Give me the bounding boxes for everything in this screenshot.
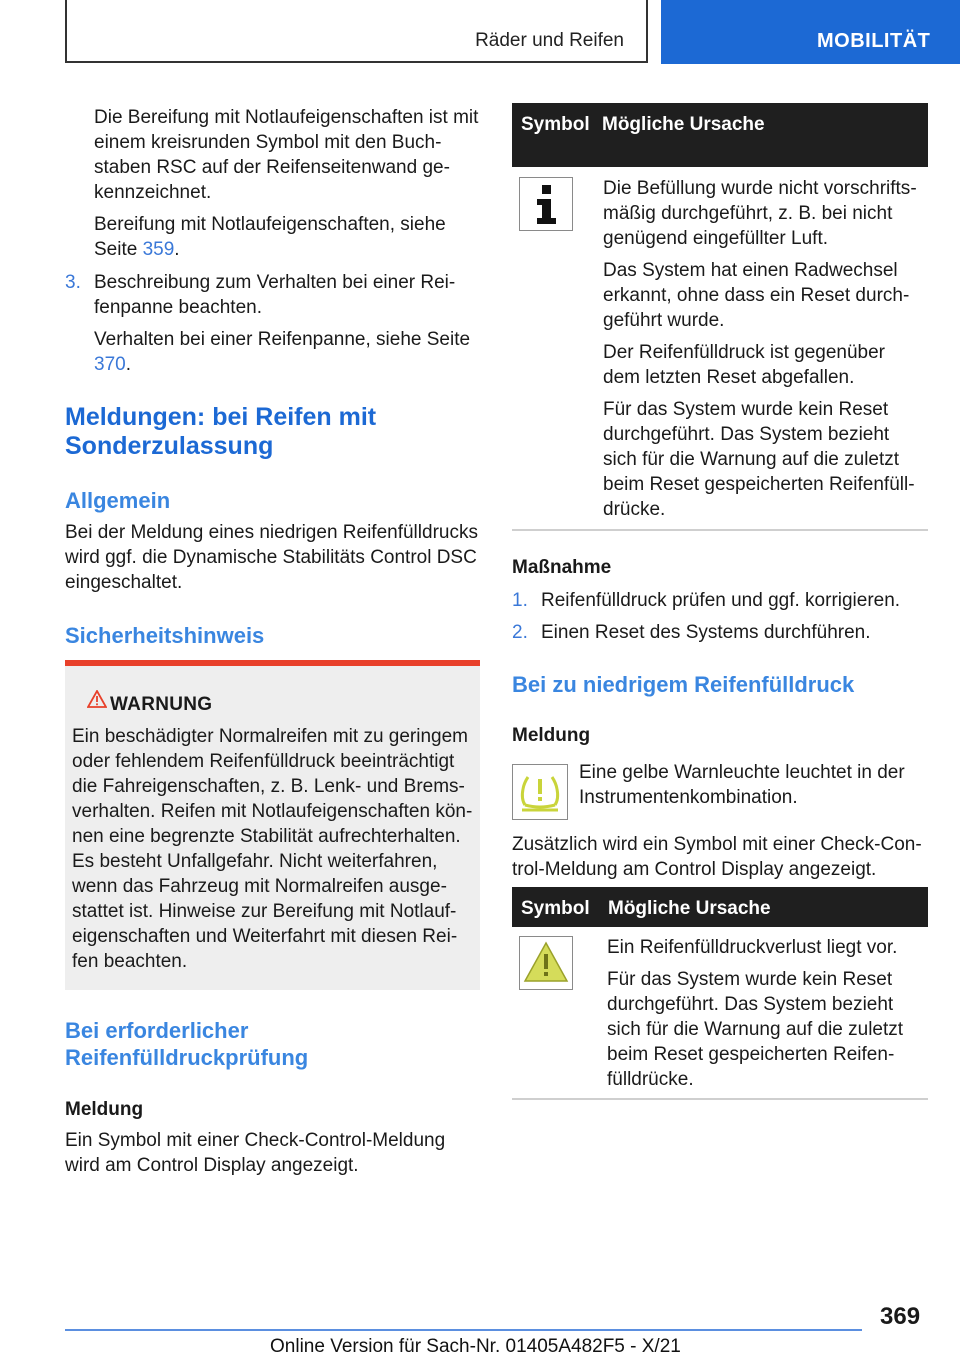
intro-reference-text: Bereifung mit Notlaufeigenschaften, siehe Seite bbox=[94, 214, 446, 260]
zusatz-text: Zusätzlich wird ein Symbol mit einer Check-Control-Meldung am Control Display angezeigt. bbox=[512, 834, 922, 880]
table2-col-symbol: Symbol bbox=[521, 898, 590, 919]
heading-erforderlich: Bei erforderlicher Reifenfülldruckprüfung bbox=[65, 1018, 309, 1070]
table1-col-symbol: Symbol bbox=[521, 114, 590, 135]
table1-col-cause: Mögliche Ursache bbox=[602, 114, 765, 135]
meldung-label-right: Meldung bbox=[512, 725, 591, 746]
warning-triangle-icon bbox=[519, 936, 573, 990]
table2-col-cause: Mögliche Ursache bbox=[608, 898, 771, 919]
table2-cause: Ein Reifenfülldruckverlust liegt vor. bbox=[607, 937, 898, 958]
table1-cause: Der Reifenfülldruck ist gegenüber dem letzten Reset abgefallen. bbox=[603, 342, 885, 388]
list-number: 3. bbox=[65, 272, 81, 293]
list-item bbox=[512, 620, 928, 652]
table2-causes bbox=[607, 935, 925, 1092]
table1-cause: Das System hat einen Radwechsel erkannt, ohne dass ein Reset durchgeführt wurde. bbox=[603, 260, 910, 331]
table1-bottom-rule bbox=[512, 529, 928, 531]
list-item bbox=[512, 588, 928, 620]
info-icon bbox=[519, 177, 573, 231]
list-item-3 bbox=[65, 270, 480, 377]
list-item-reference-text: Verhalten bei einer Reifenpanne, siehe Seite bbox=[94, 329, 471, 350]
intro-block bbox=[94, 105, 480, 262]
meldung-label-left: Meldung bbox=[65, 1099, 144, 1120]
list-number: 1. bbox=[512, 590, 528, 611]
warning-triangle-icon bbox=[87, 690, 107, 708]
massnahme-label: Maßnahme bbox=[512, 557, 612, 578]
heading-allgemein: Allgemein bbox=[65, 488, 171, 513]
meldung-text-left: Ein Symbol mit einer Check-Control-Meldung wird am Control Display angezeigt. bbox=[65, 1130, 446, 1176]
massnahme-list bbox=[512, 588, 928, 652]
list-number: 2. bbox=[512, 622, 528, 643]
intro-paragraph: Die Bereifung mit Notlaufeigenschaften ist mit einem kreisrunden Symbol mit den Buchstaben RSC auf der Reifenseitenwand gekennzeichnet. bbox=[94, 107, 479, 203]
header-section-title: Räder und Reifen bbox=[475, 30, 624, 51]
heading-niedriger-druck: Bei zu niedrigem Reifenfülldruck bbox=[512, 672, 855, 697]
table1-header bbox=[512, 103, 928, 167]
list-item-text: Reifenfülldruck prüfen und ggf. korrigieren. bbox=[541, 590, 901, 611]
tire-pressure-warning-icon bbox=[512, 764, 568, 820]
heading-sicherheitshinweis: Sicherheitshinweis bbox=[65, 623, 265, 648]
header-chapter-tab[interactable] bbox=[661, 0, 960, 64]
table2-cause: Für das System wurde kein Reset durchgeführt. Das System bezieht sich für die Warnung auf die zuletzt beim Reset gespeicherten Reifenfülldrücke. bbox=[607, 969, 904, 1090]
warning-box bbox=[65, 660, 480, 990]
heading-meldungen: Meldungen: bei Reifen mit Sonderzulassung bbox=[65, 403, 377, 460]
list-item-text: Einen Reset des Systems durchführen. bbox=[541, 622, 871, 643]
intro-reference: Bereifung mit Notlaufeigenschaften, siehe Seite 359. bbox=[94, 214, 446, 260]
warning-text: Ein beschädigter Normalreifen mit zu geringem oder fehlendem Reifenfülldruck beeinträchtigt die Fahreigenschaften, z. B. Lenk- und Bremsverhalten. Reifen mit Notlaufeigenschaften können eine begrenzte Stabilität aufrechterhalten. Es besteht Unfallgefahr. Nicht weiterfahren, wenn das Fahrzeug mit Normalreifen ausgestattet ist. Hinweise zur Bereifung mit Notlaufeigenschaften und Weiterfahrt mit diesen Reifen beachten. bbox=[72, 726, 473, 972]
page-number: 369 bbox=[880, 1303, 921, 1330]
header-chapter-label: MOBILITÄT bbox=[817, 30, 931, 52]
list-item-text: Beschreibung zum Verhalten bei einer Reifenpanne beachten. bbox=[94, 272, 456, 318]
table1-cause: Für das System wurde kein Reset durchgeführt. Das System bezieht sich für die Warnung auf die zuletzt beim Reset gespeicherten Reifenfülldrücke. bbox=[603, 399, 915, 520]
table2-bottom-rule bbox=[512, 1098, 928, 1100]
header-section-box bbox=[65, 0, 648, 63]
allgemein-text: Bei der Meldung eines niedrigen Reifenfülldrucks wird ggf. die Dynamische Stabilitäts Control DSC eingeschaltet. bbox=[65, 522, 478, 593]
lamp-text: Eine gelbe Warnleuchte leuchtet in der Instrumentenkombination. bbox=[579, 762, 905, 808]
page-link-370[interactable]: 370 bbox=[94, 354, 126, 375]
table1-cause: Die Befüllung wurde nicht vorschriftsmäßig durchgeführt, z. B. bei nicht genügend eingefüllter Luft. bbox=[603, 178, 917, 249]
table1-causes bbox=[603, 176, 925, 522]
list-item-reference: Verhalten bei einer Reifenpanne, siehe Seite 370. bbox=[94, 329, 471, 375]
table2-header bbox=[512, 887, 928, 927]
warning-title: WARNUNG bbox=[110, 694, 213, 715]
footer-text: Online Version für Sach-Nr. 01405A482F5 - X/21 bbox=[270, 1336, 681, 1357]
page-link-359[interactable]: 359 bbox=[142, 239, 175, 260]
footer-rule bbox=[65, 1329, 862, 1331]
